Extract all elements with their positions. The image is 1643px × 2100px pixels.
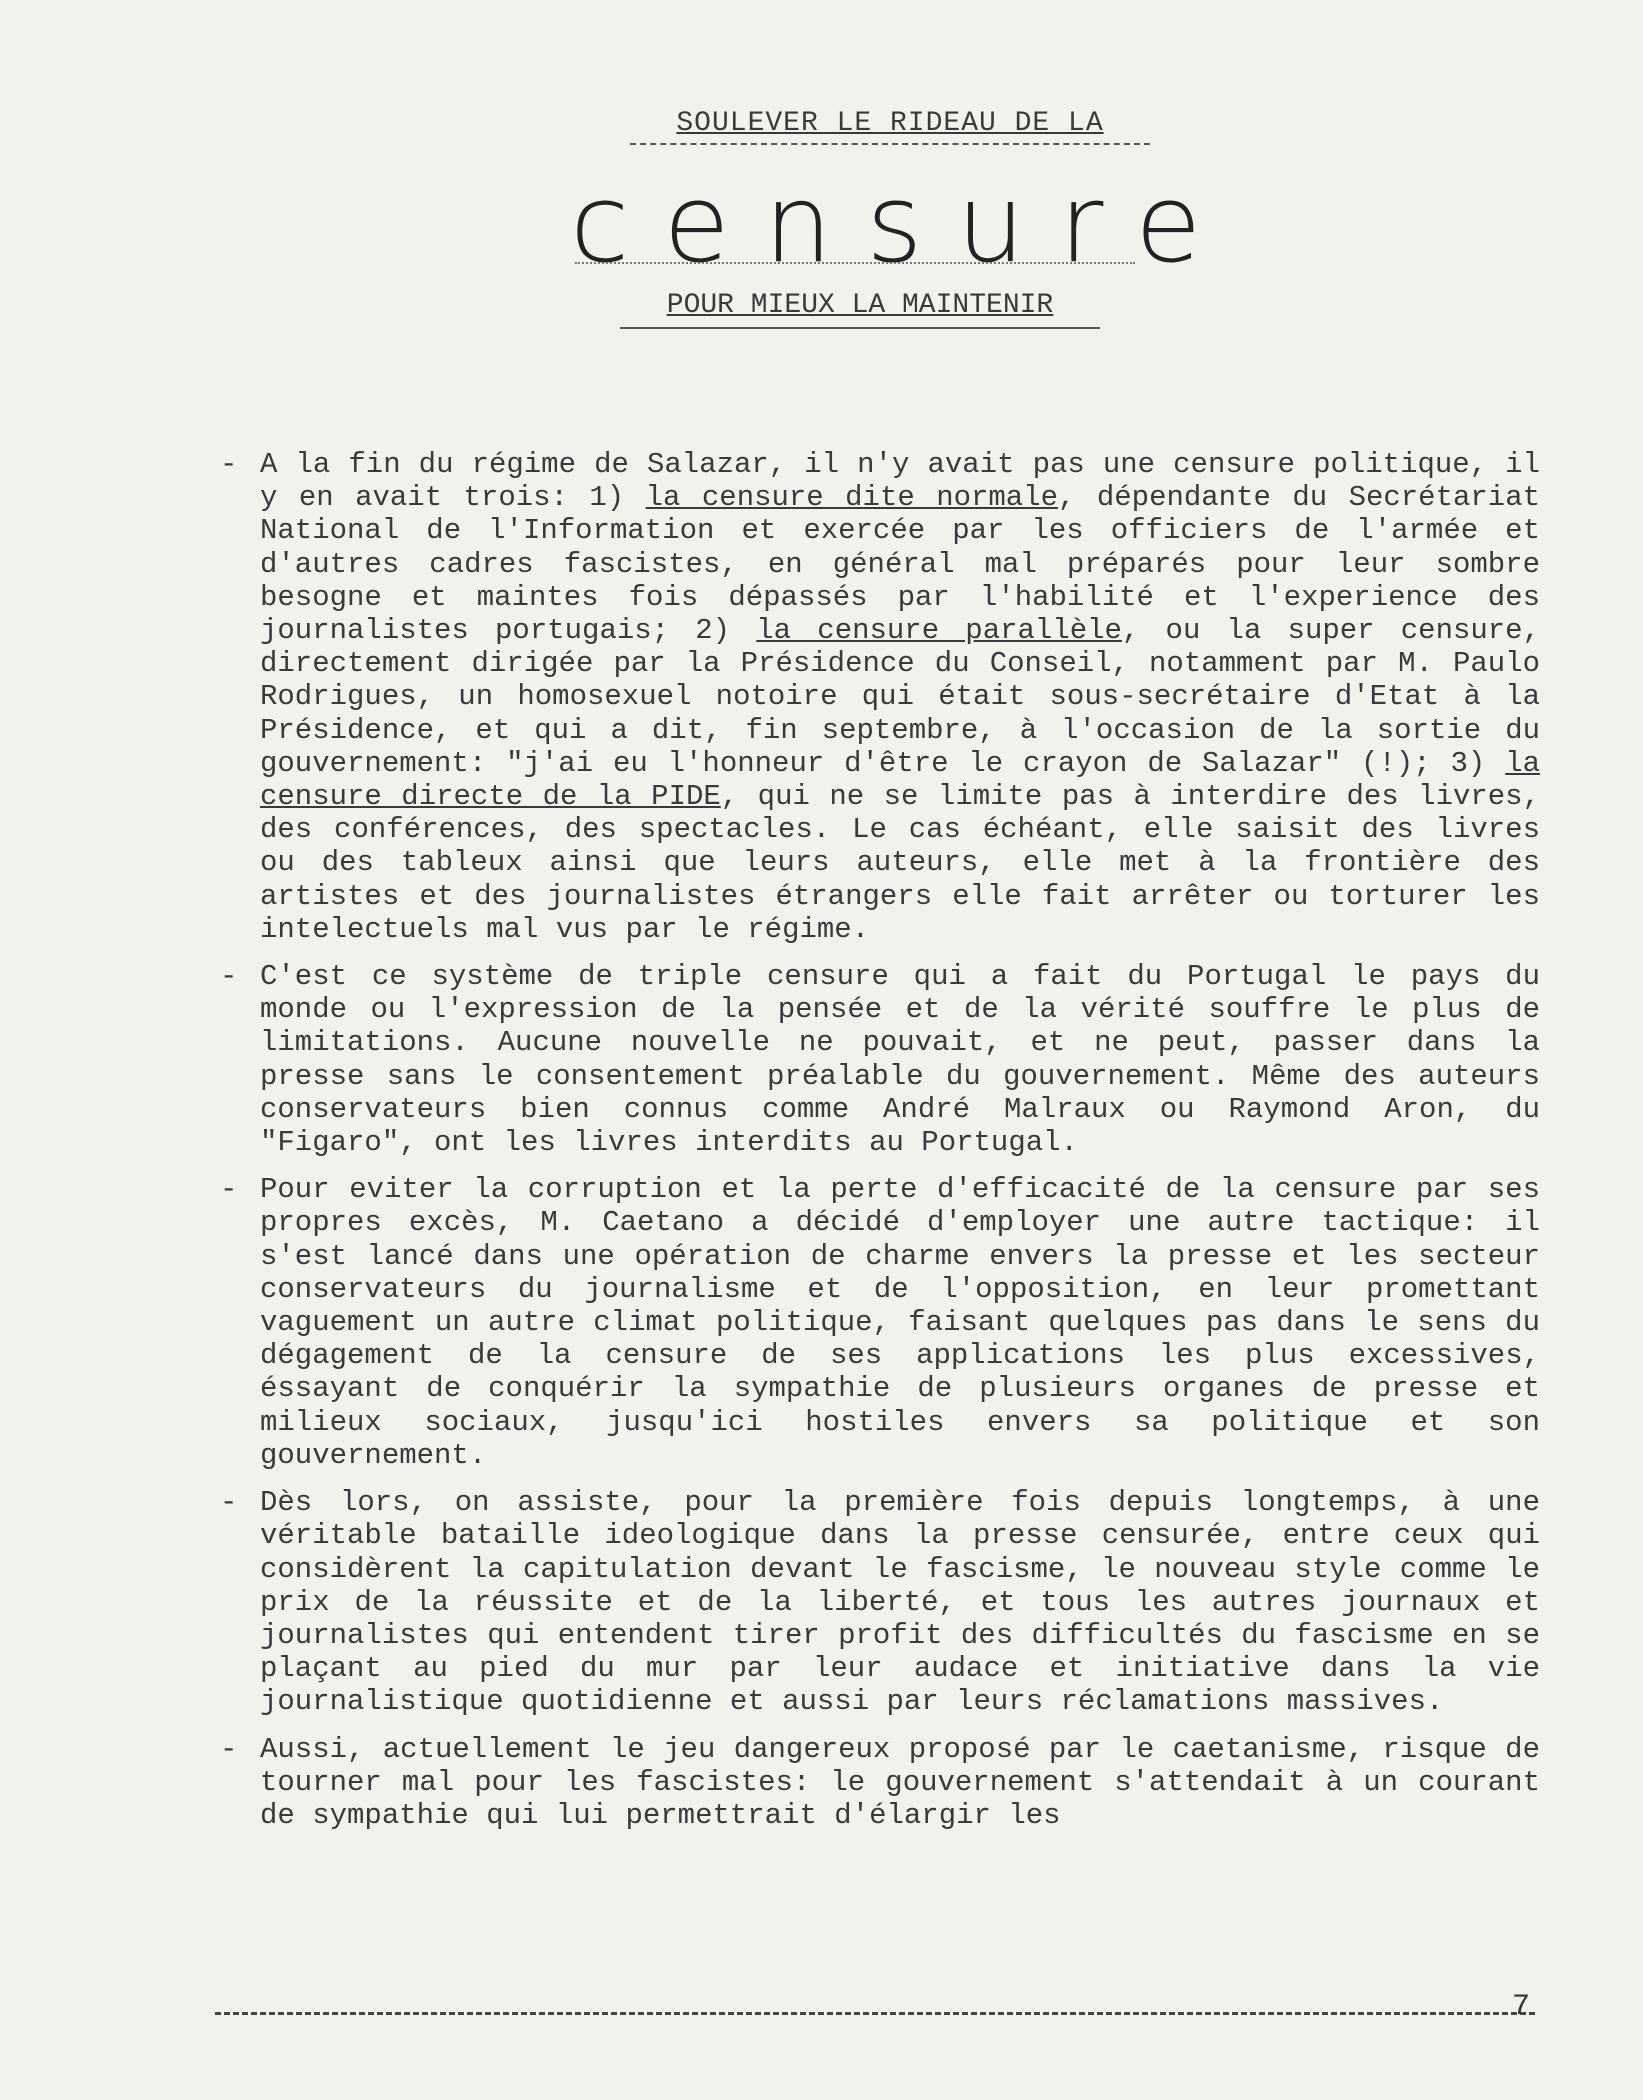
header-top-line (620, 108, 1160, 145)
paragraph-1 (220, 448, 1540, 946)
page-title: censure (570, 162, 1236, 287)
header-top-rule (630, 143, 1150, 145)
title-rule (575, 262, 1135, 264)
bullet-dash: - (220, 960, 238, 994)
footer-dashed-rule (215, 2012, 1535, 2015)
text-segment: , dépendante du Secrétariat National de l'Information et exercée par les officiers de l'armée et d'autres cadres fascistes, en général mal préparés pour leur sombre besogne et maintes fois dépassés par l'habilité et l'experience des journalistes portugais; 2) (260, 481, 1540, 648)
text-segment: , qui ne se limite pas à interdire des livres, des conférences, des spectacles. Le cas échéant, elle saisit des livres ou des tableux ainsi que leurs auteurs, elle met à la frontière des artistes et des journalistes étrangers elle fait arrêter ou torturer les intelectuels mal vus par le régime. (260, 780, 1540, 946)
underlined-term-censure-pide: la censure directe de la PIDE (260, 746, 1540, 814)
page-number: 7 (1512, 1990, 1531, 2024)
subtitle-rule (620, 327, 1100, 329)
header-top-text: SOULEVER LE RIDEAU DE LA (676, 108, 1104, 139)
text-segment: A la fin du régime de Salazar, il n'y avait pas une censure politique, il y en avait trois: 1) (260, 448, 1540, 515)
paragraph-5 (220, 1733, 1540, 1833)
paragraph-text: Dès lors, on assiste, pour la première fois depuis longtemps, à une véritable bataille ideologique dans la presse censurée, entre ceux qui considèrent la capitulation devant le fascisme, le nouveau style comme le prix de la réussite et de la liberté, et tous les autres journaux et journalistes qui entendent tirer profit des difficultés du fascisme en se plaçant au pied du mur par leur audace et initiative dans la vie journalistique quotidienne et aussi par leurs réclamations massives. (260, 1486, 1540, 1719)
body-text (220, 448, 1540, 1846)
underlined-term-censure-normale: la censure dite normale (645, 481, 1059, 515)
bullet-dash: - (220, 448, 238, 481)
paragraph-text: C'est ce système de triple censure qui a fait du Portugal le pays du monde ou l'expression de la pensée et de la vérité souffre le plus de limitations. Aucune nouvelle ne pouvait, et ne peut, passer dans la presse sans le consentement préalable du gouvernement. Même des auteurs conservateurs bien connus comme André Malraux ou Raymond Aron, du "Figaro", ont les livres interdits au Portugal. (260, 960, 1540, 1160)
text-segment: , ou la super censure, directement dirigée par la Présidence du Conseil, notamment par M. Paulo Rodrigues, un homosexuel notoire qui était sous-secrétaire d'Etat à la Présidence, et qui a dit, fin septembre, à l'occasion de la sortie du gouvernement: "j'ai eu l'honneur d'être le crayon de Salazar" (!); 3) (260, 614, 1540, 780)
paragraph-4 (220, 1486, 1540, 1718)
page-subtitle (620, 290, 1100, 329)
paragraph-text: Aussi, actuellement le jeu dangereux proposé par le caetanisme, risque de tourner mal pour les fascistes: le gouvernement s'attendait à un courant de sympathie qui lui permettrait d'élargir les (260, 1732, 1540, 1832)
paragraph-2 (220, 960, 1540, 1159)
paragraph-3 (220, 1173, 1540, 1472)
bullet-dash: - (220, 1732, 238, 1766)
subtitle-text: POUR MIEUX LA MAINTENIR (666, 290, 1054, 321)
bullet-dash: - (220, 1173, 238, 1207)
paragraph-text: Pour eviter la corruption et la perte d'efficacité de la censure par ses propres excès, M. Caetano a décidé d'employer une autre tactique: il s'est lancé dans une opération de charme envers la presse et les secteur conservateurs du journalisme et de l'opposition, en leur promettant vaguement un autre climat politique, faisant quelques pas dans le sens du dégagement de la censure de ses applications les plus excessives, éssayant de conquérir la sympathie de plusieurs organes de presse et milieux sociaux, jusqu'ici hostiles envers sa politique et son gouvernement. (260, 1173, 1540, 1472)
paragraph-text (260, 448, 1540, 946)
underlined-term-censure-parallele: la censure parallèle (756, 614, 1122, 648)
bullet-dash: - (220, 1486, 238, 1520)
